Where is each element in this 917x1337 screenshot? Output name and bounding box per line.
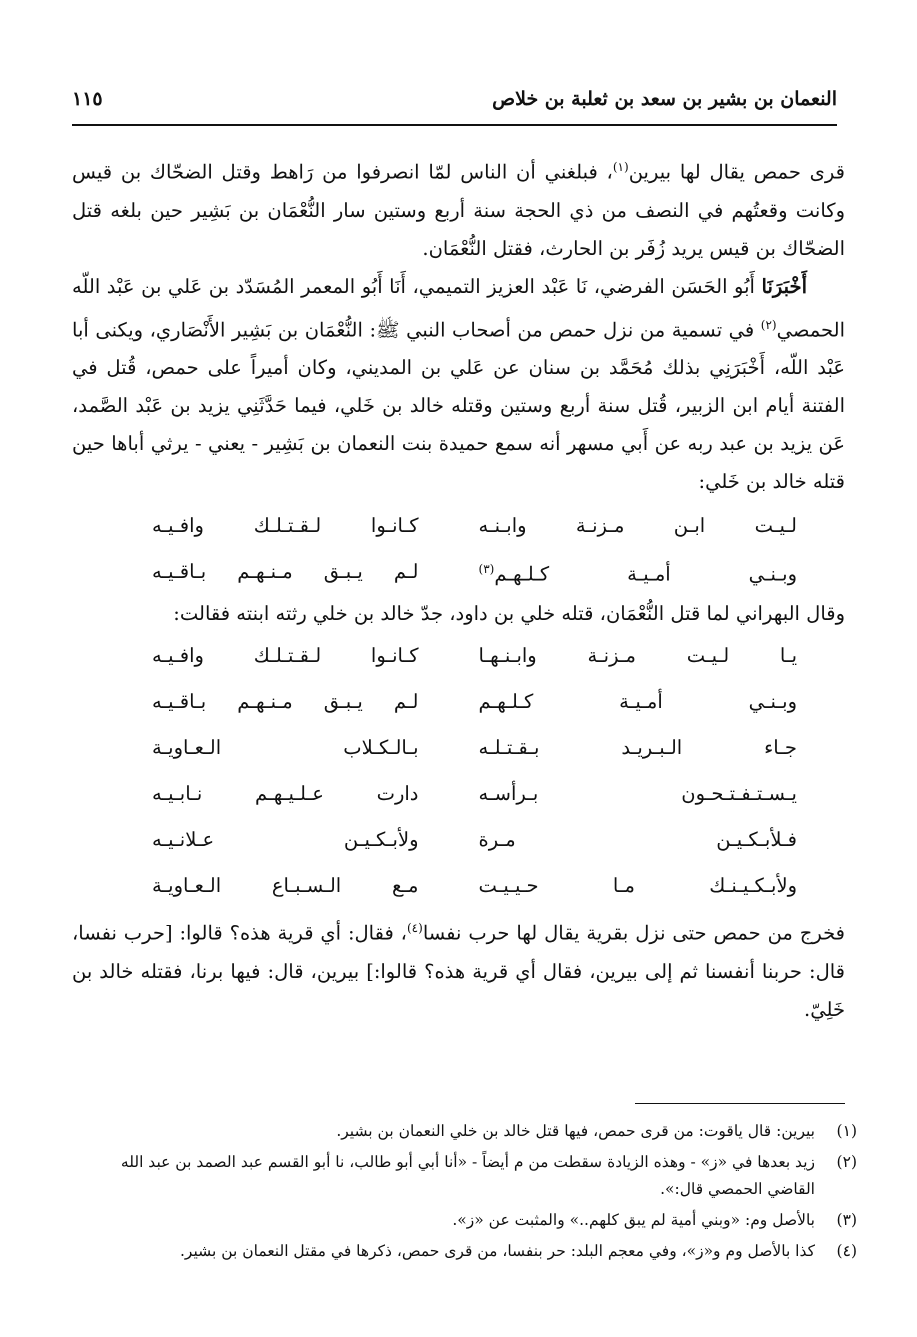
hemistich-second: كـانـوا لـقـتـلـك وافـيـه	[152, 644, 419, 667]
verse	[72, 817, 845, 863]
hemistich-second: بـالـكـلاب الـعـاويـة	[152, 736, 419, 759]
paragraph-2	[72, 268, 845, 502]
hemistich-second: مـع الـسـبـاع الـعـاويـة	[152, 874, 419, 897]
text-run: أَبُو الحَسَن الفرضي، نَا عَبْد العزيز التميمي، أَنَا أَبُو المعمر المُسَدّد بن عَلي بن عَبْد اللّه الحمصي	[72, 274, 845, 341]
hemistich-second: دارت عـلـيـهـم نـابـيـه	[152, 782, 419, 805]
poem-2	[72, 633, 845, 909]
footnote-ref-1: (١)	[612, 160, 629, 174]
hemistich-first: فـلأبـكـيـن مـرة	[478, 828, 797, 851]
footnotes	[72, 1118, 857, 1269]
running-title: النعمان بن بشير بن سعد بن ثعلبة بن خلاص	[492, 88, 837, 110]
footnote-text: زيد بعدها في «ز» - وهذه الزيادة سقطت من م أيضاً - «أنا أبي أبو طالب، نا أبو القسم عبد الصمد بن عبد الله القاضي الحمصي قال:».	[120, 1153, 815, 1198]
footnote	[72, 1149, 857, 1203]
verse	[72, 679, 845, 725]
text-run: ، فبلغني أن الناس لمّا انصرفوا من رَاهط وقتل الضحّاك بن قيس وكانت وقعتُهم في النصف من ذي الحجة سنة أربع وستين سار النُّعْمَان بن بَشِير حين بلغه قتل الضحّاك بن قيس يريد زُفَر بن الحارث، فقتل النُّعْمَان.	[72, 160, 845, 260]
paragraph-1	[72, 148, 845, 268]
footnote-ref-4: (٤)	[406, 921, 423, 935]
verse	[72, 771, 845, 817]
hemistich-first: لـيـت ابـن مـزنـة وابـنـه	[478, 514, 797, 537]
footnote	[72, 1207, 857, 1234]
hemistich-second: ولأبـكـيـن عـلانـيـه	[152, 828, 419, 851]
verse	[72, 503, 845, 549]
lead-word: أَخْبَرَنَا	[761, 274, 807, 298]
verse	[72, 633, 845, 679]
hemistich-second: لـم يـبـق مـنـهـم بـاقـيـه	[152, 690, 419, 713]
footnote-divider	[635, 1103, 845, 1104]
paragraph-4	[72, 909, 845, 1029]
hemistich-first: وبـنـي أمـيـة كـلـهـم	[478, 690, 797, 713]
page-number: ١١٥	[72, 88, 103, 110]
footnote-text: بالأصل وم: «وبني أمية لم يبق كلهم..» والمثبت عن «ز».	[452, 1211, 815, 1229]
hemistich-first: يـا لـيـت مـزنـة وابـنـهـا	[478, 644, 797, 667]
hemistich-first: جـاء الـبـريـد بـقـتـلـه	[478, 736, 797, 759]
text-run: ، فقال: أي قرية هذه؟ قالوا: [حرب نفسا، قال: حربنا أنفسنا ثم إلى بيرين، فقال أي قرية هذه؟ قالوا:] بيرين، قال: فيها برنا، فقتله خالد بن خَلِيّ.	[72, 921, 845, 1021]
footnote-ref-2: (٢)	[760, 317, 777, 332]
footnote-ref-3: (٣)	[478, 562, 495, 577]
hemistich-text: وبـنـي أمـيـة كـلـهـم	[494, 562, 797, 586]
footnote-number: (٣)	[836, 1211, 857, 1229]
footnote-number: (٢)	[836, 1153, 857, 1171]
main-text	[72, 148, 845, 1029]
footnote-number: (١)	[836, 1122, 857, 1140]
verse	[72, 863, 845, 909]
footnote-number: (٤)	[836, 1242, 857, 1260]
hemistich-first: يـسـتـفـتـحـون بـرأسـه	[478, 782, 797, 805]
page-header	[72, 78, 837, 126]
footnote-text: كذا بالأصل وم و«ز»، وفي معجم البلد: حر بنفسا، من قرى حمص، ذكرها في مقتل النعمان بن بشير.	[179, 1242, 815, 1260]
text-run: في تسمية من نزل حمص من أصحاب النبي ﷺ: النُّعْمَان بن بَشِير الأَنْصَاري، ويكنى أبا عَبْد اللّه، أَخْبَرَنِي بذلك مُحَمَّد بن سنان عن عَلي بن المديني، وكان أميراً على حمص، قُتل في الفتنة أيام ابن الزبير، قُتل سنة أربع وستين وقتله خالد بن خَلي، فيما حَدَّثَنِي يزيد بن عَبْد الصَّمد، عَن يزيد بن عبد ربه عن أَبي مسهر أنه سمع حميدة بنت النعمان بن بَشِير - يعني - يرثي أباها حين قتله خالد بن خَلي:	[72, 318, 845, 493]
hemistich-first: ولأبـكـيـنـك مـا حـيـيـت	[478, 874, 797, 897]
hemistich-first	[459, 550, 846, 594]
footnote-text: بيرين: قال ياقوت: من قرى حمص، فيها قتل خالد بن خلي النعمان بن بشير.	[336, 1122, 815, 1140]
hemistich-second: كـانـوا لـقـتـلـك وافـيـه	[152, 514, 419, 537]
hemistich-second: لـم يـبـق مـنـهـم بـاقـيـه	[152, 560, 419, 583]
text-run: قرى حمص يقال لها بيرين	[628, 160, 845, 184]
footnote	[72, 1118, 857, 1145]
poem-1	[72, 503, 845, 595]
footnote	[72, 1238, 857, 1265]
verse	[72, 549, 845, 595]
text-run: فخرج من حمص حتى نزل بقرية يقال لها حرب نفسا	[422, 921, 845, 945]
verse	[72, 725, 845, 771]
paragraph-3: وقال البهراني لما قتل النُّعْمَان، قتله خلي بن داود، جدّ خالد بن خلي رثته ابنته فقالت:	[173, 602, 845, 625]
